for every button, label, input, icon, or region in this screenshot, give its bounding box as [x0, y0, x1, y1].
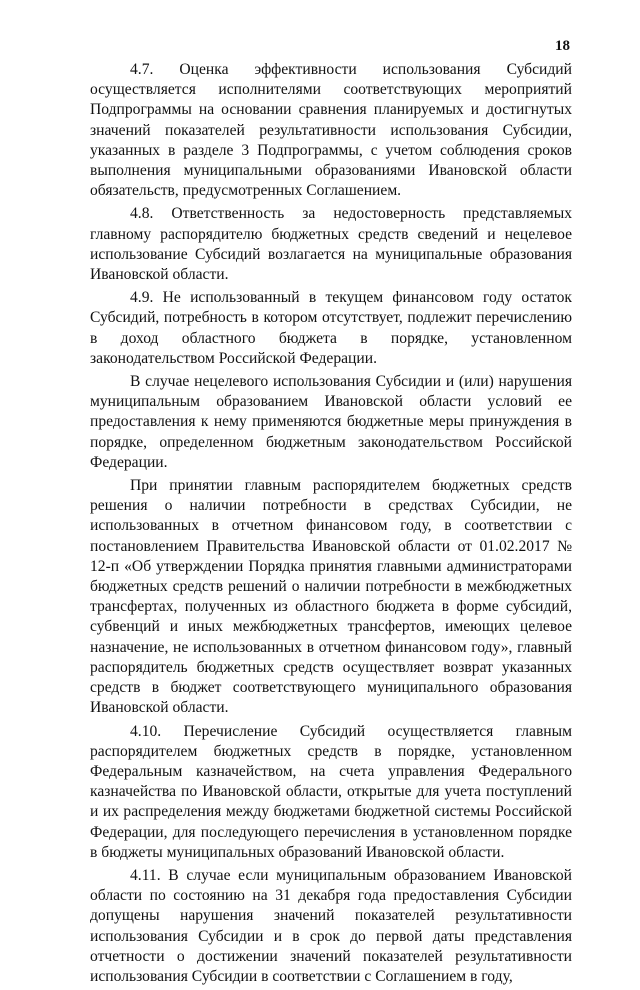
paragraph-4-8: 4.8. Ответственность за недостоверность представляемых главному распорядителю бюджетных средств сведений и нецелевое использование Субсидий возлагается на муниципальные образования Ивановской области.	[90, 205, 572, 284]
document-body	[90, 60, 572, 990]
paragraph-4-7: 4.7. Оценка эффективности использования Субсидий осуществляется исполнителями соответствующих мероприятий Подпрограммы на основании сравнения планируемых и достигнутых значений показателей результативности использования Субсидии, указанных в разделе 3 Подпрограммы, с учетом соблюдения сроков выполнения муниципальными образованиями Ивановской области обязательств, предусмотренных Соглашением.	[90, 61, 572, 200]
paragraph-misuse: В случае нецелевого использования Субсидии и (или) нарушения муниципальным образованием Ивановской области условий ее предоставления к нему применяются бюджетные меры принуждения в порядке, определенном бюджетным законодательством Российской Федерации.	[90, 373, 572, 471]
paragraph-4-11: 4.11. В случае если муниципальным образованием Ивановской области по состоянию на 31 декабря года предоставления Субсидии допущены нарушения значений показателей результативности использования Субсидии и в срок до первой даты представления отчетности о достижении значений показателей результативности использования Субсидии в соответствии с Соглашением в году,	[90, 866, 572, 985]
page-number: 18	[555, 38, 570, 54]
paragraph-return-decision: При принятии главным распорядителем бюджетных средств решения о наличии потребности в средствах Субсидии, не использованных в отчетном финансовом году, в соответствии с постановлением Правительства Ивановской области от 01.02.2017 № 12-п «Об утверждении Порядка принятия главными администраторами бюджетных средств решений о наличии потребности в межбюджетных трансфертах, полученных из областного бюджета в форме субсидий, субвенций и иных межбюджетных трансфертов, имеющих целевое назначение, не использованных в отчетном финансовом году», главный распорядитель бюджетных средств осуществляет возврат указанных средств в бюджет соответствующего муниципального образования Ивановской области.	[90, 477, 572, 717]
paragraph-4-10: 4.10. Перечисление Субсидий осуществляется главным распорядителем бюджетных средств в порядке, установленном Федеральным казначейством, на счета управления Федерального казначейства по Ивановской области, открытые для учета поступлений и их распределения между бюджетами бюджетной системы Российской Федерации, для последующего перечисления в установленном порядке в бюджеты муниципальных образований Ивановской области.	[90, 722, 572, 861]
paragraph-4-9: 4.9. Не использованный в текущем финансовом году остаток Субсидий, потребность в котором отсутствует, подлежит перечислению в доход областного бюджета в порядке, установленном законодательством Российской Федерации.	[90, 289, 572, 367]
